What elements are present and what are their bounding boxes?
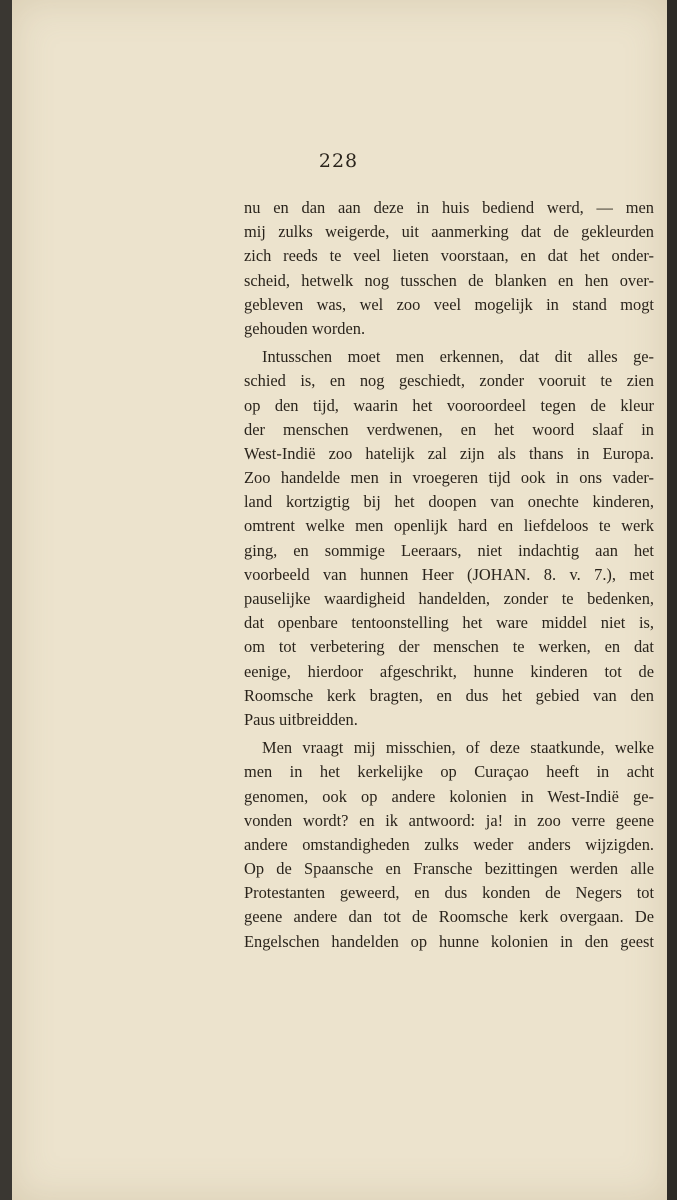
text-line: om tot verbetering der menschen te werken, en dat [244,637,654,657]
text-line: West-Indië zoo hatelijk zal zijn als thans in Europa. [244,443,654,463]
text-line: geene andere dan tot de Roomsche kerk overgaan. De [244,907,654,927]
text-line: andere omstandigheden zulks weder anders wijzigden. [244,834,654,854]
page-edge [667,0,677,1200]
text-line: Roomsche kerk bragten, en dus het gebied van den [244,685,654,705]
text-line: ging, en sommige Leeraars, niet indachtig aan het [244,540,654,560]
text-line: dat openbare tentoonstelling het ware middel niet is, [244,613,654,633]
text-line: land kortzigtig bij het doopen van onechte kinderen, [244,492,654,512]
text-line: zich reeds te veel lieten voorstaan, en dat het onder- [244,246,654,266]
text-line: op den tijd, waarin het vooroordeel tegen de kleur [244,395,654,415]
text-line: nu en dan aan deze in huis bediend werd, — men [244,198,654,217]
text-line: Zoo handelde men in vroegeren tijd ook in ons vader- [244,468,654,488]
text-line: Men vraagt mij misschien, of deze staatkunde, welke [262,738,654,758]
text-line: Engelschen handelden op hunne kolonien in den geest [244,931,654,951]
text-line: voorbeeld van hunnen Heer (JOHAN. 8. v. 7.), met [244,564,654,584]
text-line: pauselijke waardigheid handelden, zonder te bedenken, [244,589,654,608]
text-line: gehouden worden. [244,318,366,338]
text-line: gebleven was, wel zoo veel mogelijk in stand mogt [244,294,654,314]
text-line: Paus uitbreidden. [244,709,358,729]
text-line: vonden wordt? en ik antwoord: ja! in zoo verre geene [244,810,654,830]
text-line: men in het kerkelijke op Curaçao heeft in acht [244,762,654,782]
text-line: Protestanten geweerd, en dus konden de Negers tot [244,883,654,903]
text-line: genomen, ook op andere kolonien in West-Indië ge- [244,786,654,806]
text-line: mij zulks weigerde, uit aanmerking dat de gekleurden [244,222,654,242]
text-line: Op de Spaansche en Fransche bezittingen werden alle [244,859,654,879]
text-line: eenige, hierdoor afgeschrikt, hunne kinderen tot de [244,661,654,681]
text-line: omtrent welke men openlijk hard en liefdeloos te werk [244,516,654,536]
text-line: der menschen verdwenen, en het woord slaaf in [244,419,654,439]
body-text [244,196,654,954]
text-line: Intusschen moet men erkennen, dat dit alles ge- [262,347,654,367]
page-number: 228 [318,150,359,172]
text-line: schied is, en nog geschiedt, zonder vooruit te zien [244,371,654,391]
text-line: scheid, hetwelk nog tusschen de blanken en hen over- [244,270,654,290]
